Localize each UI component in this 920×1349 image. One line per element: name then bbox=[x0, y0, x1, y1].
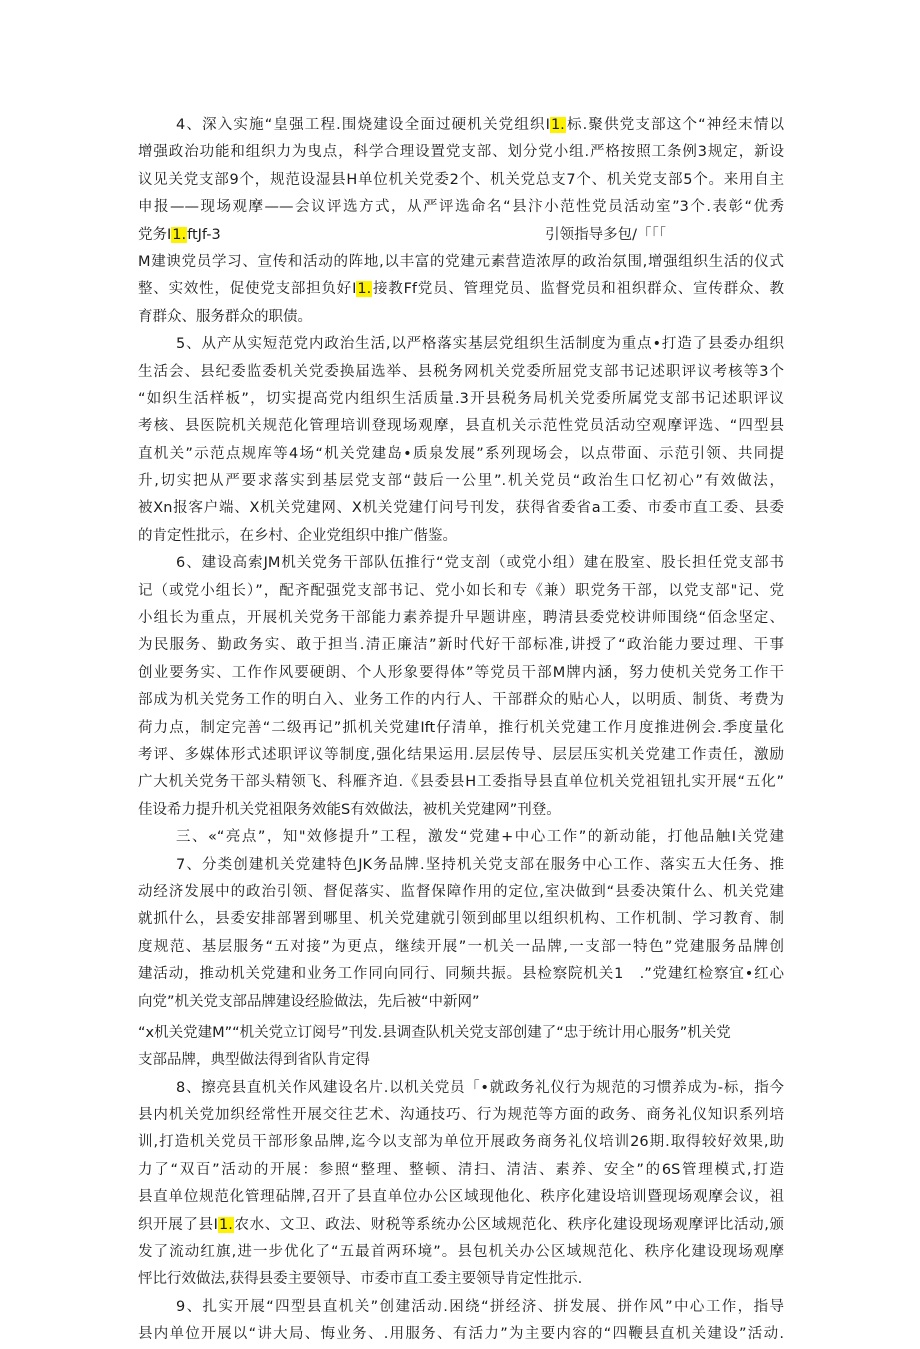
text-line bbox=[138, 249, 784, 276]
text-run: 增强政治功能和组织力为曳点，科学合理设置党支部、划分党小组.严格按照工条例3规定，新设 bbox=[138, 144, 784, 161]
text-line bbox=[138, 1212, 784, 1239]
text-line bbox=[138, 605, 784, 632]
text-run: 织开展了县I bbox=[138, 1216, 218, 1233]
text-line bbox=[138, 989, 784, 1016]
text-line bbox=[138, 1266, 784, 1293]
text-run: 荷力点，制定完善“二级再记”抓机关党建Ift仔清单，推行机关党建工作月度推进例会.季度量化 bbox=[138, 719, 784, 736]
highlighted-text: 1. bbox=[550, 117, 565, 133]
text-line bbox=[138, 139, 784, 166]
text-run: 广大机关党务干部头精领飞、科雁齐迫.《县委县H工委指导县直单位机关党祖钮扎实开展“五化” bbox=[138, 774, 784, 791]
text-run: 小组长为重点，开展机关党务干部能力素养提升早题讲座，聘清县委党校讲师围绕“佰念坚定、 bbox=[138, 610, 784, 627]
text-run: 生活会、县纪委监委机关党委换届选举、县税务网机关党委所屈党支部书记述职评议考核等3个 bbox=[138, 363, 784, 380]
text-run: 的肯定性批示，在乡村、企业党组织中推广偕鉴。 bbox=[138, 527, 457, 544]
text-run: 党务I bbox=[138, 226, 172, 243]
text-run: 农水、文卫、政法、财税等系统办公区域规范化、秩序化建设现场观摩评比活动,颁 bbox=[233, 1216, 784, 1233]
text-line bbox=[138, 1239, 784, 1266]
text-run: ftJf-3 bbox=[187, 226, 221, 243]
text-line bbox=[138, 578, 784, 605]
text-line bbox=[138, 1102, 784, 1129]
text-line bbox=[138, 1184, 784, 1211]
text-run: 考评、多媒体形式述职评议等制度,强化结果运用.层层传导、层层压实机关党建工作责任，激励 bbox=[138, 746, 784, 763]
text-run: 记（或党小组长）”，配齐配强党支部书记、党小如长和专《兼）职党务干部，以党支部"记、党 bbox=[138, 582, 784, 599]
text-run: 怦比行效做法,获得县委主要领导、市委市直工委主要领导肯定性批示. bbox=[138, 1271, 583, 1288]
text-line bbox=[138, 660, 784, 687]
text-run: 为民服务、勤政务实、敢于担当.清正廉洁”新时代好干部标准,讲授了“政治能力要过理、干事 bbox=[138, 637, 784, 654]
text-line bbox=[138, 1020, 784, 1047]
text-line bbox=[138, 961, 784, 988]
text-line bbox=[138, 906, 784, 933]
text-run: 育群众、服务群众的职债。 bbox=[138, 308, 312, 325]
text-line bbox=[138, 304, 784, 331]
text-run: 创业要务实、工作作风要硬朗、个人形象要得体”等党员干部M牌内涵，努力使机关党务工作干 bbox=[138, 664, 784, 681]
text-line bbox=[138, 769, 784, 796]
text-line bbox=[138, 934, 784, 961]
text-line bbox=[138, 413, 784, 440]
text-run: 建活动，推动机关党建和业务工作同向同行、同频共振。县检察院机关1 .”党建红检察宜•红心 bbox=[138, 966, 784, 983]
paragraph-first-line bbox=[138, 112, 784, 139]
text-run: 县直单位规范化管理砧牌,召开了县直单位办公区域现他化、秩序化建设培训暨现场观摩会议，祖 bbox=[138, 1189, 784, 1206]
text-run: “x机关党建M”“机关党立订阅号”刊发.县调查队机关党支部创建了“忠于统计用心服务”机关党 bbox=[138, 1024, 731, 1041]
text-run: 训,打造机关党员干部形象品牌,迄今以支部为单位开展政务商务礼仪培训26期.取得较好效果,助 bbox=[138, 1134, 784, 1151]
text-run: 考核、县医院机关规范化管理培训登现场观摩，县直机关示范性党员活动空观摩评选、“四型县 bbox=[138, 418, 784, 435]
text-line bbox=[138, 359, 784, 386]
text-line bbox=[138, 222, 784, 249]
paragraph-first-line bbox=[138, 1294, 784, 1321]
text-line bbox=[138, 194, 784, 221]
text-run: 动经济发展中的政治引领、督促落实、监督保障作用的定位,室决做到“县委决策什么、机关党建 bbox=[138, 883, 784, 900]
text-run: 支部品牌，典型做法得到省队肯定得 bbox=[138, 1052, 370, 1069]
document-body bbox=[138, 112, 784, 1349]
text-run: 佳设希力提升机关党祖限务效能S有效做法，被机关党建网”刊登。 bbox=[138, 801, 561, 818]
text-line bbox=[138, 742, 784, 769]
paragraph-first-line bbox=[138, 1075, 784, 1102]
paragraph-first-line bbox=[138, 550, 784, 577]
text-run: 9、扎实开展“四型县直机关”创建活动.困绕“拼经济、拼发展、拼作风”中心工作，指导 bbox=[176, 1298, 784, 1315]
text-line bbox=[138, 1321, 784, 1348]
text-line bbox=[138, 715, 784, 742]
text-run: 接教Ff党员、管理党员、监督党员和祖织群众、宣传群众、教 bbox=[372, 281, 784, 298]
line-right-fragment: 引领指导多包/「「「 bbox=[545, 226, 666, 243]
text-run: 6、建设高索JM机关党务干部队伍推行“党支剖（或党小组）建在股室、股长担任党支部书 bbox=[176, 555, 784, 572]
text-run: 就抓什么，县委安排部署到哪里、机关党建就引领到邮里以组织机构、工作机制、学习教育、制 bbox=[138, 911, 784, 928]
text-line bbox=[138, 523, 784, 550]
text-line bbox=[138, 468, 784, 495]
paragraph-first-line bbox=[138, 331, 784, 358]
text-run: 向党”机关党支部品牌建设经脸做法，先后被“中新网” bbox=[138, 993, 480, 1010]
paragraph-first-line bbox=[138, 852, 784, 879]
text-run: 申报——现场观摩——会议评选方式，从严评选命名“县汴小范性党员活动室”3个.表彰“优秀 bbox=[138, 199, 784, 216]
text-run: 县内机关党加织经常性开展交往艺术、沟通技巧、行为规范等方面的政务、商务礼仪知识系列培 bbox=[138, 1107, 784, 1124]
text-line bbox=[138, 441, 784, 468]
text-line bbox=[138, 167, 784, 194]
text-line bbox=[138, 495, 784, 522]
text-run: 整、实效性，促使党支部担负好I bbox=[138, 281, 357, 298]
text-run: 县内单位开展以“讲大局、悔业务、.用服务、有活力”为主要内容的“四鞭县直机关建设”活动. bbox=[138, 1326, 784, 1343]
text-line bbox=[138, 1047, 784, 1074]
text-line bbox=[138, 386, 784, 413]
text-run: 8、擦亮县直机关作风建设名片.以机关党员「•就政务礼仪行为规范的习惯养成为-标，指今 bbox=[176, 1079, 784, 1096]
text-run: 部成为机关党务工作的明白入、业务工作的内行人、干部群众的贴心人，以明质、制货、考费为 bbox=[138, 692, 784, 709]
text-run: 议见关党支部9个，规范设湿县H单位机关党委2个、机关党总支7个、机关党支部5个。来用自主 bbox=[138, 171, 784, 188]
text-run: 直机关”示范点规库等4场“机关党建岛•质泉发展”系列现场会，以点带面、示范引领、共同提 bbox=[138, 445, 784, 462]
highlighted-text: 1. bbox=[218, 1216, 233, 1233]
paragraph-first-line bbox=[138, 824, 784, 851]
line-left-fragment bbox=[138, 222, 221, 249]
text-run: 力了“双百”活动的开展：参照“整理、整顿、清扫、清洁、素养、安全”的6S管理模式,打造 bbox=[138, 1161, 784, 1178]
text-run: 三、«“亮点”，知"效修提升”工程，激发“党建+中心工作”的新动能，打他品触I关党建 bbox=[176, 829, 784, 846]
text-line bbox=[138, 879, 784, 906]
text-run: 4、深入实施“皇强工程.围烧建设全面过硬机关党组织I bbox=[176, 117, 550, 133]
text-run: M建谀党员学习、宣传和活动的阵地,以丰富的党建元素营造浓厚的政治氛围,增强组织生活的仪式 bbox=[138, 253, 784, 270]
text-run: 5、从产从实短范党内政治生活,以严格落实基层党组织生活制度为重点•打造了县委办组织 bbox=[176, 336, 784, 353]
text-line bbox=[138, 687, 784, 714]
text-run: “如织生活样板”，切实提高党内组织生活质量.3开县税务局机关党委所属党支部书记述职评议 bbox=[138, 390, 784, 407]
text-line bbox=[138, 1157, 784, 1184]
highlighted-text: 1. bbox=[172, 226, 187, 243]
text-line bbox=[138, 797, 784, 824]
text-run: 度规范、基层服务“五对接”为更点，继续开展”一机关一品牌,一支部一特色”党建服务品牌创 bbox=[138, 938, 784, 955]
text-run: 被Xn报客户端、X机关党建网、X机关党建仃问号刊发，获得省委省a工委、市委市直工委、县委 bbox=[138, 500, 784, 517]
text-run: 升,切实把从严要求落实到基层党支部“鼓后一公里”.机关党员“政治生口忆初心”有效做法， bbox=[138, 473, 784, 490]
text-line bbox=[138, 1129, 784, 1156]
text-line bbox=[138, 632, 784, 659]
text-run: 发了流动红旗,进一步优化了“五最首两环境”。县包机关办公区域规范化、秩序化建设现场观摩 bbox=[138, 1244, 784, 1261]
highlighted-text: 1. bbox=[357, 281, 372, 298]
text-line bbox=[138, 276, 784, 303]
text-run: 标.聚供党支部这个“神经末情以 bbox=[565, 117, 784, 133]
text-run: 7、分类创建机关党建特色JK务品牌.坚持机关党支部在服务中心工作、落实五大任务、推 bbox=[176, 856, 784, 873]
